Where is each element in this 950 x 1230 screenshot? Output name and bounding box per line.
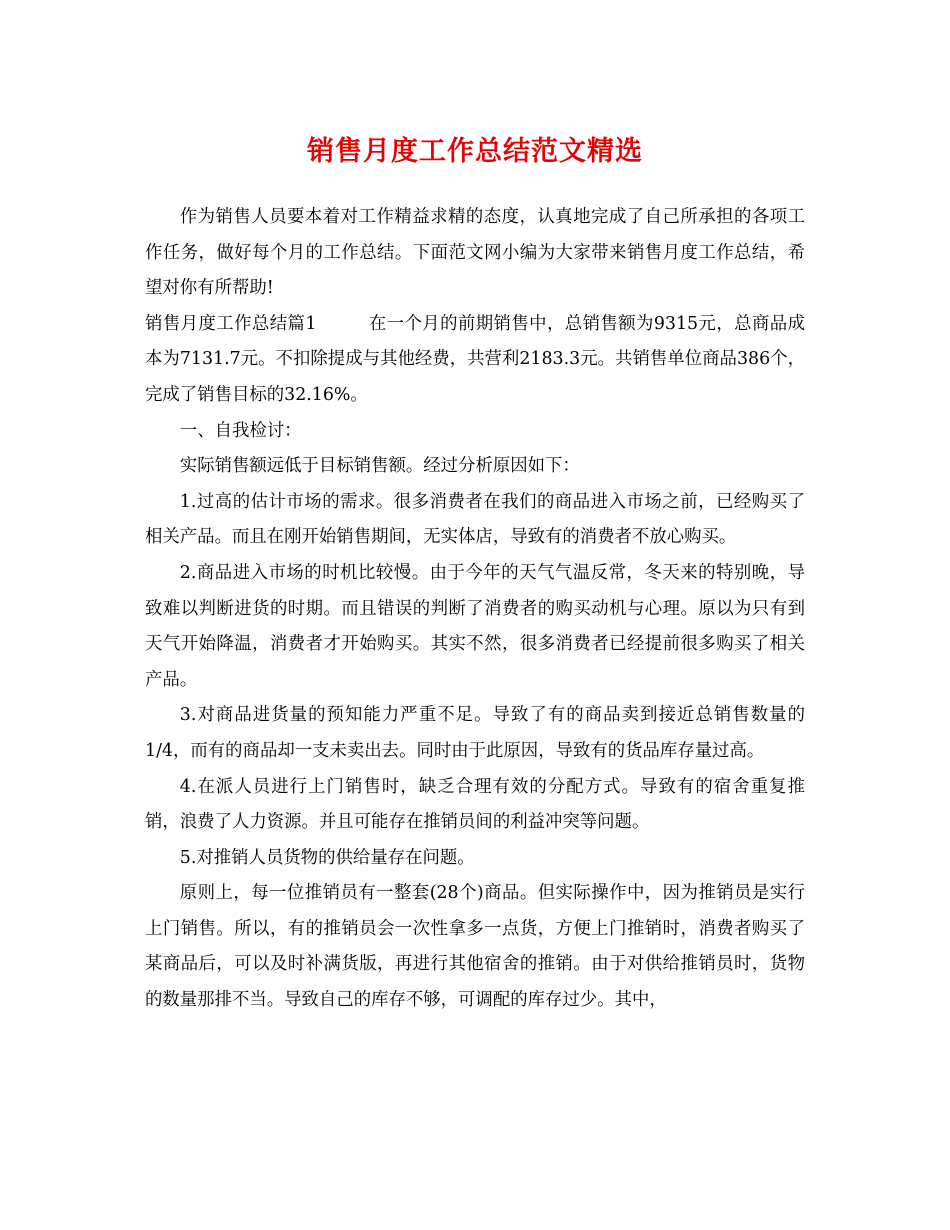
point-2-paragraph: 2.商品进入市场的时机比较慢。由于今年的天气气温反常，冬天来的特别晚，导致难以判断进货的时期。而且错误的判断了消费者的购买动机与心理。原以为只有到天气开始降温，消费者才开始购买。其实不然，很多消费者已经提前很多购买了相关产品。 xyxy=(145,562,805,690)
point-3-paragraph: 3.对商品进货量的预知能力严重不足。导致了有的商品卖到接近总销售数量的1/4，而有的商品却一支未卖出去。同时由于此原因，导致有的货品库存量过高。 xyxy=(145,705,805,761)
self-review-heading: 一、自我检讨： xyxy=(179,420,302,441)
point-5-paragraph: 5.对推销人员货物的供给量存在问题。 xyxy=(179,847,475,868)
intro-paragraph: 作为销售人员要本着对工作精益求精的态度，认真地完成了自己所承担的各项工作任务，做好每个月的工作总结。下面范文网小编为大家带来销售月度工作总结，希望对你有所帮助! xyxy=(145,207,805,299)
point-1-paragraph: 1.过高的估计市场的需求。很多消费者在我们的商品进入市场之前，已经购买了相关产品。而且在刚开始销售期间，无实体店，导致有的消费者不放心购买。 xyxy=(145,491,805,548)
document-body xyxy=(145,200,805,1019)
analysis-intro: 实际销售额远低于目标销售额。经过分析原因如下： xyxy=(179,456,580,477)
principle-paragraph: 原则上，每一位推销员有一整套(28个)商品。但实际操作中，因为推销员是实行上门销售。所以，有的推销员会一次性拿多一点货，方便上门推销时，消费者购买了某商品后，可以及时补满货版，再进行其他宿舍的推销。由于对供给推销员时，货物的数量那排不当。导致自己的库存不够，可调配的库存过少。其中， xyxy=(145,883,805,1011)
section-paragraph xyxy=(145,307,805,414)
document-title: 销售月度工作总结范文精选 xyxy=(307,136,643,167)
section-intro: 在一个月的前期销售中，总销售额为9315元，总商品成本为7131.7元。不扣除提成与其他经费，共营利2183.3元。共销售单位商品386个，完成了销售目标的32.16%。 xyxy=(145,313,805,405)
section-heading: 销售月度工作总结篇1 xyxy=(145,313,317,334)
point-4-paragraph: 4.在派人员进行上门销售时，缺乏合理有效的分配方式。导致有的宿舍重复推销，浪费了人力资源。并且可能存在推销员间的利益冲突等问题。 xyxy=(145,776,805,833)
